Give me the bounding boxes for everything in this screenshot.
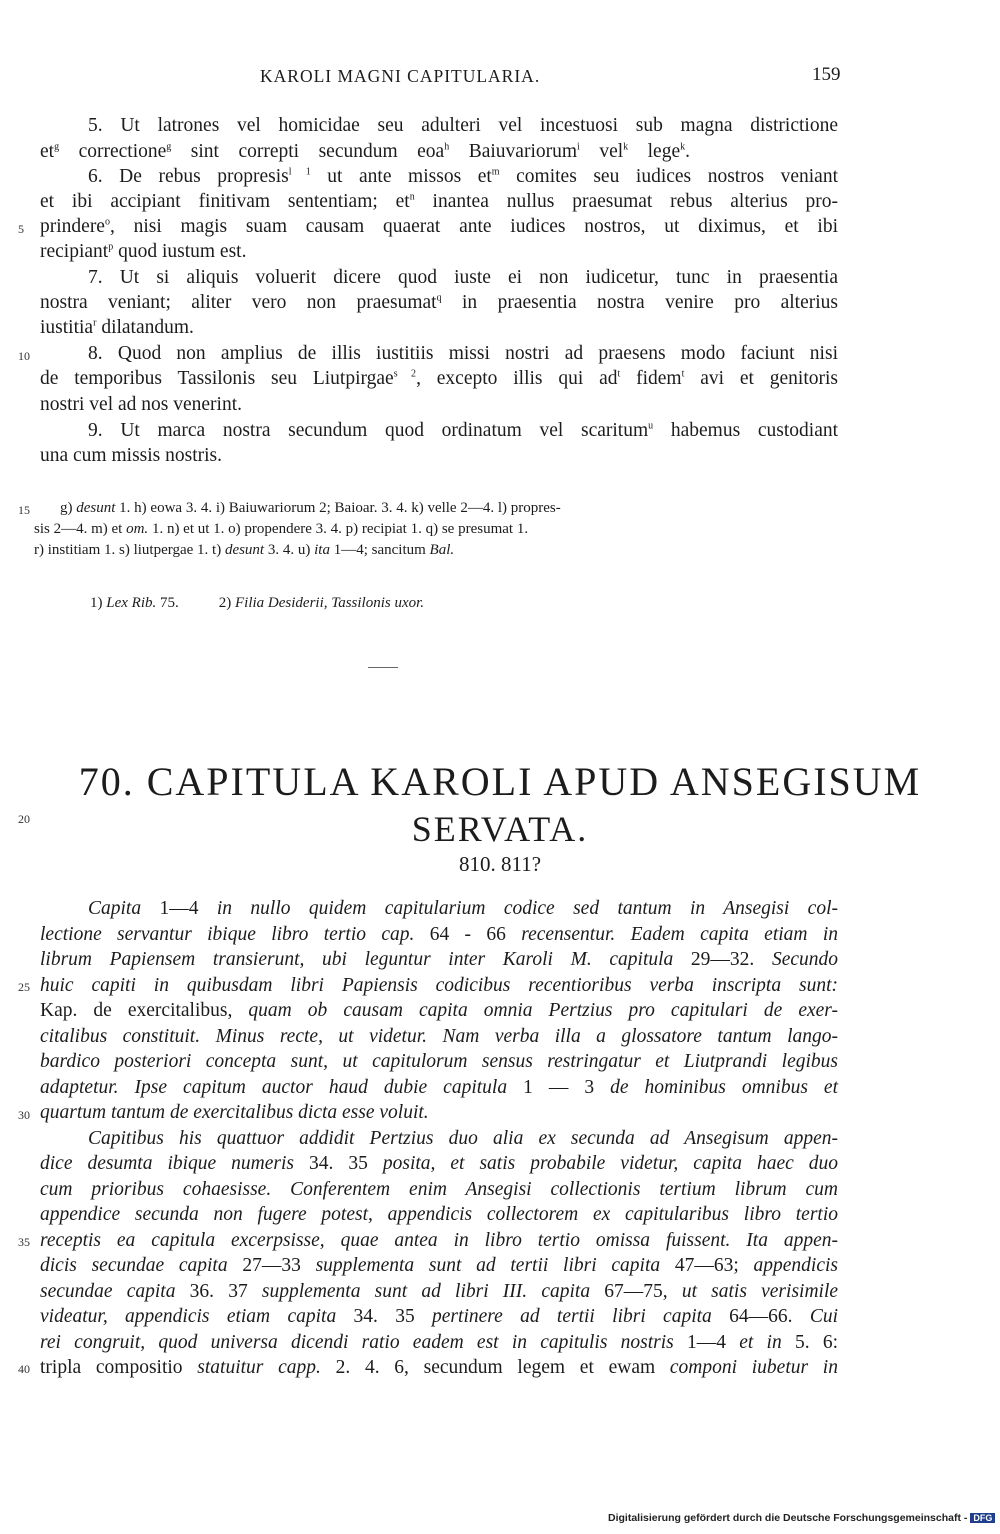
intro-line: librum Papiensem transierunt, ubi leguntur inter Karoli M. capitula 29—32. Secundo xyxy=(40,949,838,970)
intro-line: tripla compositio statuitur capp. 2. 4. 6, secundum legem et ewam componi iubetur in xyxy=(40,1357,838,1378)
text-line: 5. Ut latrones vel homicidae seu adulteri vel incestuosi sub magna districtione xyxy=(88,115,838,136)
line-number-5: 5 xyxy=(18,222,24,236)
variant-line: g) desunt 1. h) eowa 3. 4. i) Baiuwariorum 2; Baioar. 3. 4. k) velle 2—4. l) propres- xyxy=(60,500,561,516)
intro-line: appendice secunda non fugere potest, appendicis collectorem ex capitularibus libro tertio xyxy=(40,1204,838,1225)
text-line: iustitia$^r$ dilatandum. xyxy=(40,317,194,338)
running-title: KAROLI MAGNI CAPITULARIA. xyxy=(260,66,541,86)
line-number-30: 30 xyxy=(18,1108,30,1122)
dfg-logo: DFG xyxy=(970,1513,995,1523)
intro-line: citalibus constituit. Minus recte, ut videtur. Nam verba illa a glossatore tantum lango- xyxy=(40,1026,838,1047)
text-line: de temporibus Tassilonis seu Liutpirgae$^{s 2}$, excepto illis qui $ad^t$ fidem$^t$ avi et genitoris xyxy=(40,368,839,389)
text-line: una cum missis nostris. xyxy=(40,445,223,466)
text-line: recipiant$^p$ quod iustum est. xyxy=(40,241,247,262)
intro-line: Capitibus his quattuor addidit Pertzius duo alia ex secunda ad Ansegisum appen- xyxy=(88,1128,838,1149)
intro-line: huic capiti in quibusdam libri Papiensis codicibus recentioribus verba inscripta sunt: xyxy=(40,975,838,996)
intro-line: Kap. de exercitalibus, quam ob causam capita omnia Pertzius pro capitulari de exer- xyxy=(40,1000,838,1021)
line-number-10: 10 xyxy=(18,349,30,363)
line-number-25: 25 xyxy=(18,980,30,994)
text-line: 6. De rebus propresis$^{l 1}$ ut ante missos $et^m$ comites seu iudices nostros veniant xyxy=(88,166,838,187)
intro-line: dice desumta ibique numeris 34. 35 posita, et satis probabile videtur, capita haec duo xyxy=(40,1153,839,1174)
text-line: nostri vel ad nos venerint. xyxy=(40,394,242,415)
line-number-15: 15 xyxy=(18,503,30,517)
intro-line: cum prioribus cohaesisse. Conferentem enim Ansegisi collectionis tertium librum cum xyxy=(40,1179,838,1200)
credit-text: Digitalisierung gefördert durch die Deutsche Forschungsgemeinschaft - xyxy=(608,1512,968,1524)
page-number: 159 xyxy=(812,64,841,85)
text-line: nostra veniant; aliter vero non praesumat$^q$ in praesentia nostra venire pro alterius xyxy=(40,292,838,313)
intro-line: lectione servantur ibique libro tertio cap. 64 - 66 recensentur. Eadem capita etiam in xyxy=(40,924,838,945)
intro-line: secundae capita 36. 37 supplementa sunt ad libri III. capita 67—75, ut satis verisimile xyxy=(40,1281,839,1302)
line-number-20: 20 xyxy=(18,812,30,826)
text-line: 8. Quod non amplius de illis iustitiis missi nostri ad praesens modo faciunt nisi xyxy=(88,343,838,364)
line-number-40: 40 xyxy=(18,1362,30,1376)
intro-line: receptis ea capitula excerpsisse, quae antea in libro tertio omissa fuissent. Ita appen- xyxy=(40,1230,838,1251)
text-line: prindere$^o$, nisi magis suam causam quaerat ante iudices nostros, ut diximus, et ibi xyxy=(40,216,838,237)
section-date: 810. 811? xyxy=(458,852,542,876)
section-title-continued: SERVATA. xyxy=(411,809,589,849)
variant-line: sis 2—4. m) et om. 1. n) et ut 1. o) propendere 3. 4. p) recipiat 1. q) se presumat 1. xyxy=(34,521,529,537)
intro-line: Capita 1—4 in nullo quidem capitularium codice sed tantum in Ansegisi col- xyxy=(88,898,838,919)
intro-line: quartum tantum de exercitalibus dicta esse voluit. xyxy=(40,1102,429,1123)
text-line: et ibi accipiant finitivam sententiam; $et^n$ inantea nullus praesumat rebus alterius pro- xyxy=(40,191,838,212)
intro-line: dicis secundae capita 27—33 supplementa sunt ad tertii libri capita 47—63; appendicis xyxy=(40,1255,839,1276)
intro-line: videatur, appendicis etiam capita 34. 35 pertinere ad tertii libri capita 64—66. Cui xyxy=(40,1306,839,1327)
intro-line: rei congruit, quod universa dicendi ratio eadem est in capitulis nostris 1—4 et in 5. 6: xyxy=(40,1332,838,1353)
text-line: 9. Ut marca nostra secundum quod ordinatum vel scaritum$^u$ habemus custodiant xyxy=(88,420,839,441)
line-number-35: 35 xyxy=(18,1235,30,1249)
variant-line: r) institiam 1. s) liutpergae 1. t) desunt 3. 4. u) ita 1—4; sancitum Bal. xyxy=(34,542,455,558)
text-line: 7. Ut si aliquis voluerit dicere quod iuste ei non iudicetur, tunc in praesentia xyxy=(88,267,838,288)
text-line: $et^g$ correctione$^g$ sint correpti secundum eoa$^h$ Baiuvariorum$^i$ vel$^k$ lege$^k$. xyxy=(40,141,690,162)
digitization-credit xyxy=(608,1512,995,1524)
section-title: 70. CAPITULA KAROLI APUD ANSEGISUM xyxy=(78,759,922,804)
intro-line: bardico posteriori concepta sunt, ut capitulorum sensus restringatur et Liutprandi legibus xyxy=(40,1051,838,1072)
separator-rule xyxy=(368,667,398,668)
explanatory-notes: 1) Lex Rib. 75. 2) Filia Desiderii, Tassilonis uxor. xyxy=(90,595,425,611)
intro-line: adaptetur. Ipse capitum auctor haud dubie capitula 1 — 3 de hominibus omnibus et xyxy=(40,1077,839,1098)
